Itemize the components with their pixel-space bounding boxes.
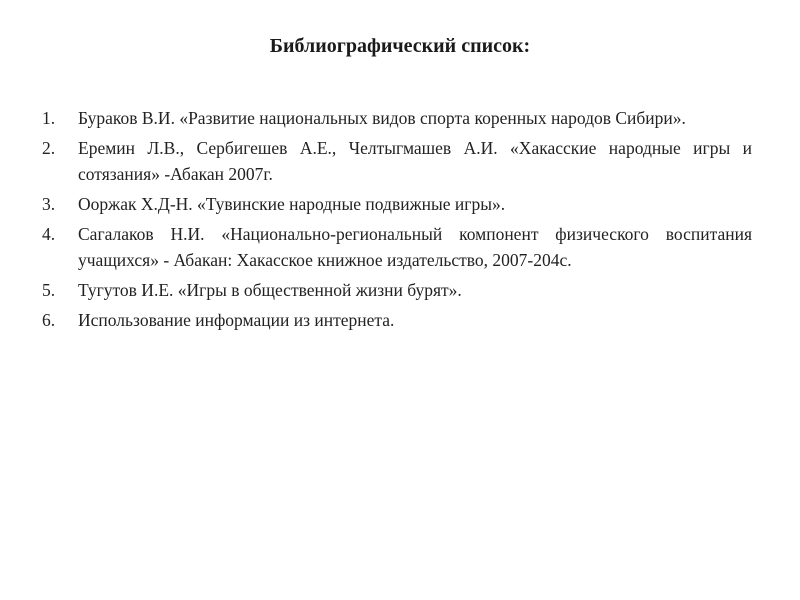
list-item-number: 1. bbox=[42, 108, 56, 128]
list-item bbox=[42, 221, 752, 273]
list-item bbox=[42, 277, 752, 303]
list-item bbox=[42, 307, 752, 333]
list-item bbox=[42, 135, 752, 187]
list-item bbox=[42, 105, 752, 131]
list-item-number: 4. bbox=[42, 224, 56, 244]
list-item bbox=[42, 191, 752, 217]
list-item-number: 5. bbox=[42, 280, 56, 300]
list-item-number: 6. bbox=[42, 310, 56, 330]
list-item-text: Бураков В.И. «Развитие национальных видов спорта коренных народов Сибири». bbox=[78, 108, 686, 128]
list-item-text: Ооржак Х.Д-Н. «Тувинские народные подвижные игры». bbox=[78, 194, 506, 214]
list-item-number: 3. bbox=[42, 194, 56, 214]
list-item-text: Тугутов И.Е. «Игры в общественной жизни бурят». bbox=[78, 280, 462, 300]
list-item-number: 2. bbox=[42, 138, 56, 158]
list-item-text: Еремин Л.В., Сербигешев А.Е., Челтыгмашев А.И. «Хакасские народные игры и сотязания» -Абакан 2007г. bbox=[78, 138, 752, 184]
slide-title: Библиографический список: bbox=[269, 35, 531, 57]
list-item-text: Сагалаков Н.И. «Национально-региональный компонент физического воспитания учащихся» - Абакан: Хакасское книжное издательство, 2007-204с. bbox=[78, 224, 752, 270]
list-item-text: Использование информации из интернета. bbox=[78, 310, 395, 330]
bibliography-list bbox=[42, 105, 752, 337]
